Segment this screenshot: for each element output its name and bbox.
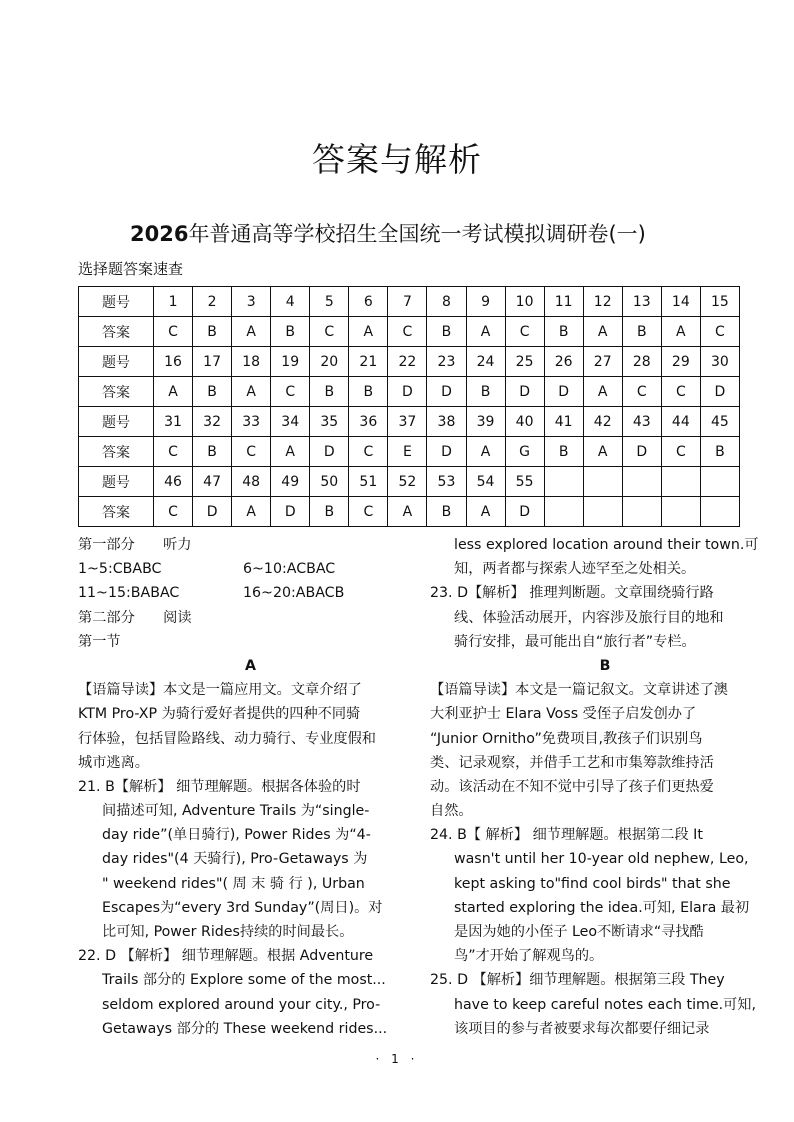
table-cell: 36	[349, 407, 388, 437]
table-cell: 52	[388, 467, 427, 497]
table-cell: 37	[388, 407, 427, 437]
table-cell: 40	[505, 407, 544, 437]
table-cell: B	[544, 437, 583, 467]
table-cell: C	[154, 317, 193, 347]
table-cell	[661, 497, 700, 527]
table-cell: A	[583, 377, 622, 407]
question-number-row	[79, 287, 740, 317]
answer-explanation	[78, 944, 423, 1041]
row-header: 题号	[79, 407, 154, 437]
text-line: less explored location around their town.可	[454, 537, 759, 553]
table-cell: A	[154, 377, 193, 407]
table-cell: D	[622, 437, 661, 467]
table-cell	[622, 497, 661, 527]
table-cell: C	[349, 437, 388, 467]
table-cell: B	[310, 377, 349, 407]
answer-row	[79, 377, 740, 407]
table-cell: A	[583, 437, 622, 467]
question-number-row	[79, 407, 740, 437]
question-number-row	[79, 467, 740, 497]
table-cell: A	[349, 317, 388, 347]
table-cell: D	[388, 377, 427, 407]
table-cell: G	[505, 437, 544, 467]
table-cell: 45	[700, 407, 739, 437]
table-cell: D	[427, 377, 466, 407]
table-cell: 3	[232, 287, 271, 317]
table-cell: 27	[583, 347, 622, 377]
text-line: 【语篇导读】本文是一篇应用文。文章介绍了	[78, 682, 362, 699]
text-line: 鸟”才开始了解观鸟的。	[454, 948, 604, 965]
table-cell: C	[700, 317, 739, 347]
text-line: 类、记录观察，并借手工艺和市集筹款维持活	[430, 754, 714, 771]
text-line: 24. B【 解析】 细节理解题。根据第二段 It	[430, 827, 703, 844]
table-cell: A	[232, 377, 271, 407]
table-cell: 2	[193, 287, 232, 317]
table-cell: 24	[466, 347, 505, 377]
table-cell: 19	[271, 347, 310, 377]
text-line: 线、体验活动展开，内容涉及旅行目的地和	[454, 609, 724, 626]
section-heading: 第二部分 阅读	[78, 609, 192, 626]
table-cell: B	[193, 437, 232, 467]
listening-answer-group: 16~20:ABACB	[243, 585, 345, 602]
table-cell: 4	[271, 287, 310, 317]
table-cell: A	[466, 317, 505, 347]
table-cell: 54	[466, 467, 505, 497]
answer-row	[79, 317, 740, 347]
table-cell: 43	[622, 407, 661, 437]
table-cell: C	[310, 317, 349, 347]
table-cell: 55	[505, 467, 544, 497]
text-line: 比可知, Power Rides持续的时间最长。	[102, 924, 354, 940]
text-line: " weekend rides"( 周 末 骑 行 ), Urban	[102, 875, 365, 892]
text-line: Escapes为“every 3rd Sunday”(周日)。对	[102, 899, 383, 916]
text-line: “Junior Ornitho”免费项目,教孩子们识别鸟	[430, 730, 703, 747]
table-cell: 30	[700, 347, 739, 377]
table-cell: 12	[583, 287, 622, 317]
table-cell: D	[310, 437, 349, 467]
text-line: seldom explored around your city., Pro-	[102, 996, 381, 1013]
table-cell: 7	[388, 287, 427, 317]
table-cell	[661, 467, 700, 497]
row-header: 题号	[79, 287, 154, 317]
table-cell: 35	[310, 407, 349, 437]
table-cell: 11	[544, 287, 583, 317]
table-cell: 15	[700, 287, 739, 317]
text-line: Getaways 部分的 These weekend rides...	[102, 1020, 388, 1037]
table-cell: 32	[193, 407, 232, 437]
text-line: 该项目的参与者被要求每次都要仔细记录	[454, 1020, 710, 1037]
text-line: day ride”(单日骑行), Power Rides 为“4-	[102, 827, 371, 844]
table-cell: A	[271, 437, 310, 467]
answer-explanation	[78, 775, 423, 944]
text-line: Trails 部分的 Explore some of the most...	[102, 972, 386, 989]
text-line: 是因为她的小侄子 Leo不断请求“寻找酷	[454, 924, 704, 940]
table-cell	[700, 467, 739, 497]
exam-name: 年普通高等学校招生全国统一考试模拟调研卷(一)	[188, 222, 646, 246]
table-cell: 50	[310, 467, 349, 497]
table-cell: 23	[427, 347, 466, 377]
text-line: 间描述可知, Adventure Trails 为“single-	[102, 803, 370, 820]
table-cell: 9	[466, 287, 505, 317]
table-cell: B	[544, 317, 583, 347]
table-cell: B	[271, 317, 310, 347]
text-line: 23. D【解析】 推理判断题。文章围绕骑行路	[430, 585, 714, 602]
table-cell: 51	[349, 467, 388, 497]
table-cell: A	[232, 497, 271, 527]
table-cell: 46	[154, 467, 193, 497]
paragraph	[430, 678, 780, 823]
table-cell: B	[193, 377, 232, 407]
table-cell: C	[661, 437, 700, 467]
table-cell: 41	[544, 407, 583, 437]
row-header: 答案	[79, 497, 154, 527]
text-line: 城市逃离。	[78, 754, 149, 771]
table-cell: 22	[388, 347, 427, 377]
table-cell: A	[466, 497, 505, 527]
page-number: · 1 ·	[375, 1052, 419, 1066]
paragraph	[78, 678, 423, 775]
table-cell: 49	[271, 467, 310, 497]
row-header: 答案	[79, 377, 154, 407]
quick-answer-label: 选择题答案速查	[78, 260, 184, 278]
passage-label: B	[599, 657, 611, 674]
answer-explanation	[430, 823, 780, 968]
table-cell: B	[466, 377, 505, 407]
listening-answers	[78, 581, 423, 605]
text-line: day rides"(4 天骑行), Pro-Getaways 为	[102, 851, 368, 868]
table-cell: 18	[232, 347, 271, 377]
table-cell: 1	[154, 287, 193, 317]
table-cell: 29	[661, 347, 700, 377]
table-cell: B	[622, 317, 661, 347]
right-column	[430, 533, 780, 1041]
text-line: started exploring the idea.可知, Elara 最初	[454, 899, 750, 916]
answer-table	[78, 286, 740, 527]
table-cell: C	[661, 377, 700, 407]
answer-row	[79, 497, 740, 527]
table-cell	[700, 497, 739, 527]
text-line: KTM Pro-XP 为骑行爱好者提供的四种不同骑	[78, 706, 361, 723]
text-line: 25. D 【解析】细节理解题。根据第三段 They	[430, 972, 725, 989]
row-header: 答案	[79, 317, 154, 347]
table-cell: 6	[349, 287, 388, 317]
table-cell: 5	[310, 287, 349, 317]
table-cell	[622, 467, 661, 497]
table-cell: 20	[310, 347, 349, 377]
table-cell: A	[388, 497, 427, 527]
table-cell: C	[388, 317, 427, 347]
table-cell: C	[271, 377, 310, 407]
table-cell: 16	[154, 347, 193, 377]
table-cell: 17	[193, 347, 232, 377]
table-cell: 25	[505, 347, 544, 377]
table-cell: D	[427, 437, 466, 467]
answer-explanation	[430, 968, 780, 1041]
row-header: 题号	[79, 347, 154, 377]
text-line: 骑行安排，最可能出自“旅行者”专栏。	[454, 633, 696, 650]
table-cell: 26	[544, 347, 583, 377]
exam-year: 2026	[130, 222, 189, 246]
table-cell: 34	[271, 407, 310, 437]
left-column	[78, 533, 423, 1041]
table-cell: D	[193, 497, 232, 527]
row-header: 答案	[79, 437, 154, 467]
table-cell	[544, 497, 583, 527]
text-line: 动。该活动在不知不觉中引导了孩子们更热爱	[430, 778, 714, 795]
listening-answer-group: 1~5:CBABC	[78, 561, 162, 578]
paragraph	[430, 533, 780, 581]
table-cell	[544, 467, 583, 497]
table-cell: 21	[349, 347, 388, 377]
table-cell: C	[349, 497, 388, 527]
table-cell	[583, 467, 622, 497]
table-cell: B	[427, 317, 466, 347]
table-cell: A	[466, 437, 505, 467]
table-cell	[583, 497, 622, 527]
table-cell: 31	[154, 407, 193, 437]
exam-subtitle	[130, 218, 646, 248]
text-line: wasn't until her 10-year old nephew, Leo,	[454, 851, 749, 868]
table-cell: B	[427, 497, 466, 527]
table-cell: 10	[505, 287, 544, 317]
table-cell: 8	[427, 287, 466, 317]
table-cell: 14	[661, 287, 700, 317]
section-heading: 第一部分 听力	[78, 537, 192, 553]
section-heading: 第一节	[78, 633, 121, 650]
table-cell: B	[349, 377, 388, 407]
table-cell: 48	[232, 467, 271, 497]
table-cell: 13	[622, 287, 661, 317]
table-cell: C	[232, 437, 271, 467]
page-title: 答案与解析	[312, 140, 482, 179]
passage-label: A	[245, 657, 256, 674]
row-header: 题号	[79, 467, 154, 497]
listening-answer-group: 6~10:ACBAC	[243, 561, 336, 578]
table-cell: B	[700, 437, 739, 467]
listening-answer-group: 11~15:BABAC	[78, 585, 180, 602]
text-line: 自然。	[430, 803, 473, 820]
table-cell: 39	[466, 407, 505, 437]
text-line: 大利亚护士 Elara Voss 受侄子启发创办了	[430, 706, 697, 723]
text-line: 行体验，包括冒险路线、动力骑行、专业度假和	[78, 730, 376, 747]
table-cell: 53	[427, 467, 466, 497]
table-cell: 42	[583, 407, 622, 437]
answer-row	[79, 437, 740, 467]
table-cell: B	[310, 497, 349, 527]
table-cell: C	[622, 377, 661, 407]
table-cell: D	[505, 497, 544, 527]
table-cell: C	[154, 437, 193, 467]
table-cell: A	[661, 317, 700, 347]
table-cell: 33	[232, 407, 271, 437]
table-cell: C	[505, 317, 544, 347]
listening-answers	[78, 557, 423, 581]
answer-explanation	[430, 581, 780, 654]
table-cell: A	[583, 317, 622, 347]
table-cell: D	[700, 377, 739, 407]
text-line: 知，两者都与探索人迹罕至之处相关。	[454, 561, 696, 578]
table-cell: D	[544, 377, 583, 407]
table-cell: D	[271, 497, 310, 527]
table-cell: C	[154, 497, 193, 527]
table-cell: E	[388, 437, 427, 467]
table-cell: A	[232, 317, 271, 347]
table-cell: 47	[193, 467, 232, 497]
table-cell: B	[193, 317, 232, 347]
table-cell: 38	[427, 407, 466, 437]
text-line: 22. D 【解析】 细节理解题。根据 Adventure	[78, 948, 374, 965]
table-cell: 44	[661, 407, 700, 437]
text-line: 【语篇导读】本文是一篇记叙文。文章讲述了澳	[430, 682, 728, 699]
question-number-row	[79, 347, 740, 377]
text-line: have to keep careful notes each time.可知,	[454, 996, 756, 1013]
text-line: kept asking to"find cool birds" that she	[454, 875, 731, 892]
text-line: 21. B【解析】 细节理解题。根据各体验的时	[78, 778, 361, 795]
table-cell: D	[505, 377, 544, 407]
table-cell: 28	[622, 347, 661, 377]
